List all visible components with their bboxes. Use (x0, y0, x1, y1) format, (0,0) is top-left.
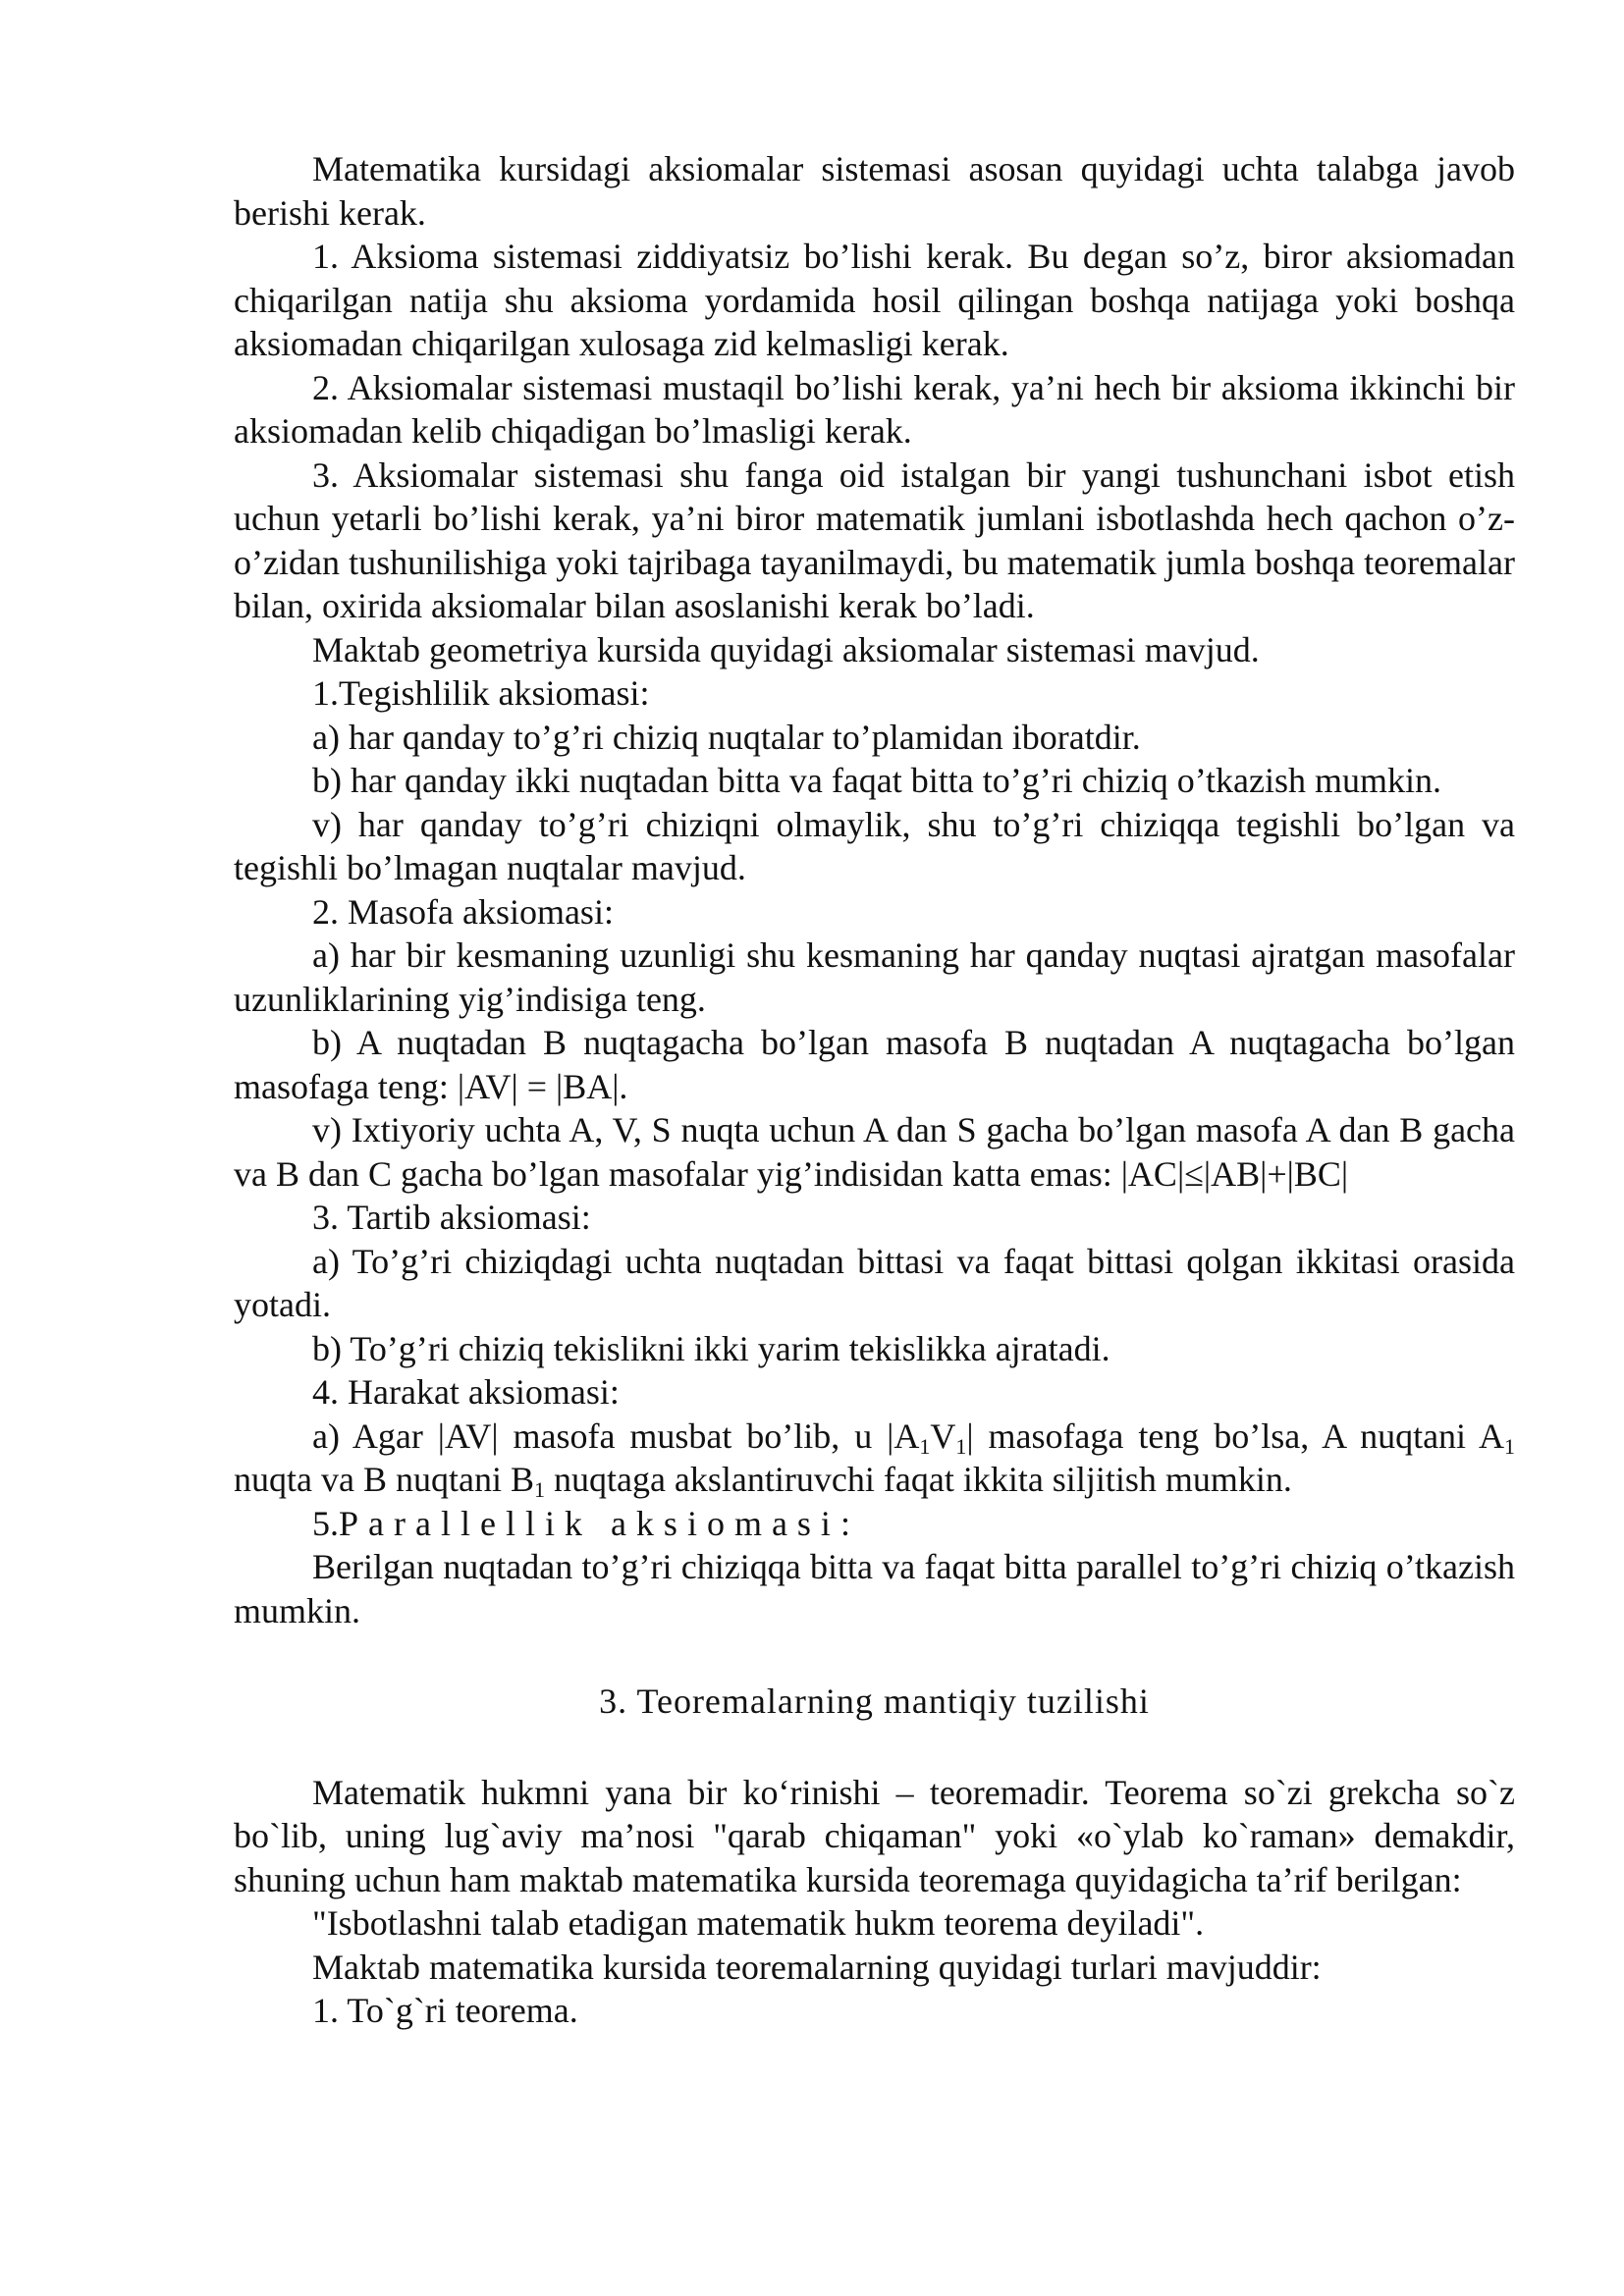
paragraph-axiom-system: Maktab geometriya kursida quyidagi aksiomalar sistemasi mavjud. (312, 629, 1260, 669)
axiom-heading-incidence: 1.Tegishlilik aksiomasi: (312, 673, 650, 713)
paragraph-theorem-intro: Matematik hukmni yana bir ko‘rinishi – teoremadir. Teorema so`zi grekcha so`z bo`lib, uning lug`aviy ma’nosi "qarab chiqaman" yoki «o`ylab ko`raman» demakdir, shuning uchun ham maktab matematika kursida teoremaga quyidagicha ta’rif berilgan: (234, 1772, 1515, 1899)
axiom-heading-motion: 4. Harakat aksiomasi: (312, 1372, 620, 1412)
list-item-direct-theorem: 1. To`g`ri teorema. (312, 1991, 578, 2030)
paragraph-requirement-1: 1. Aksioma sistemasi ziddiyatsiz bo’lishi kerak. Bu degan so’z, biror aksiomadan chiqarilgan natija shu aksioma yordamida hosil qilingan boshqa natijaga yoki boshqa aksiomadan chiqarilgan xulosaga zid kelmasligi kerak. (234, 237, 1515, 363)
axiom-item: b) A nuqtadan B nuqtagacha bo’lgan masofa B nuqtadan A nuqtagacha bo’lgan masofaga teng: |AV| = |BA|. (234, 1023, 1515, 1106)
subscript: 1 (1504, 1433, 1515, 1459)
axiom-heading-parallel (234, 1502, 1515, 1546)
axiom-item-motion (234, 1415, 1515, 1502)
section-heading: 3. Teoremalarning mantiqiy tuzilishi (599, 1682, 1150, 1721)
spaced-heading-text: Parallellik aksiomasi (339, 1503, 840, 1543)
paragraph-theorem-types: Maktab matematika kursida teoremalarning quyidagi turlari mavjuddir: (312, 1947, 1322, 1987)
subscript: 1 (919, 1433, 931, 1459)
axiom-item: a) har bir kesmaning uzunligi shu kesmaning har qanday nuqtasi ajratgan masofalar uzunliklarining yig’indisiga teng. (234, 935, 1515, 1019)
subscript: 1 (533, 1477, 545, 1502)
axiom-item: b) To’g’ri chiziq tekislikni ikki yarim tekislikka ajratadi. (312, 1328, 1110, 1368)
axiom-item: a) To’g’ri chiziqdagi uchta nuqtadan bittasi va faqat bittasi qolgan ikkitasi orasida yotadi. (234, 1241, 1515, 1324)
paragraph-requirement-2: 2. Aksiomalar sistemasi mustaqil bo’lishi kerak, ya’ni hech bir aksioma ikkinchi bir aksiomadan kelib chiqadigan bo’lmasligi kerak. (234, 367, 1515, 451)
heading-colon: : (839, 1503, 850, 1543)
text-run: | masofaga teng bo’lsa, A nuqtani A (966, 1415, 1504, 1456)
axiom-item: v) Ixtiyoriy uchta A, V, S nuqta uchun A dan S gacha bo’lgan masofa A dan B gacha va B dan C gacha bo’lgan masofalar yig’indisidan katta emas: |AC|≤|AB|+|BC| (234, 1110, 1515, 1194)
axiom-item: a) har qanday to’g’ri chiziq nuqtalar to’plamidan iboratdir. (312, 717, 1141, 757)
heading-number: 5. (312, 1503, 339, 1543)
axiom-heading-distance: 2. Masofa aksiomasi: (312, 891, 614, 932)
document-page (234, 147, 1515, 2033)
text-run: nuqta va B nuqtani B (234, 1460, 534, 1499)
subscript: 1 (955, 1433, 967, 1459)
text-run: V (930, 1415, 956, 1456)
paragraph-theorem-definition: "Isbotlashni talab etadigan matematik hukm teorema deyiladi". (312, 1903, 1205, 1943)
axiom-heading-order: 3. Tartib aksiomasi: (312, 1198, 591, 1237)
paragraph-intro: Matematika kursidagi aksiomalar sistemasi asosan quyidagi uchta talabga javob berishi kerak. (234, 149, 1515, 233)
text-run: nuqtaga akslantiruvchi faqat ikkita siljitish mumkin. (544, 1460, 1292, 1499)
axiom-item: b) har qanday ikki nuqtadan bitta va faqat bitta to’g’ri chiziq o’tkazish mumkin. (312, 761, 1442, 800)
axiom-item: v) har qanday to’g’ri chiziqni olmaylik, shu to’g’ri chiziqqa tegishli bo’lgan va tegishli bo’lmagan nuqtalar mavjud. (234, 804, 1515, 887)
axiom-item: Berilgan nuqtadan to’g’ri chiziqqa bitta va faqat bitta parallel to’g’ri chiziq o’tkazish mumkin. (234, 1547, 1515, 1630)
text-run: a) Agar |AV| masofa musbat bo’lib, u |A (312, 1415, 920, 1456)
paragraph-requirement-3: 3. Aksiomalar sistemasi shu fanga oid istalgan bir yangi tushunchani isbot etish uchun yetarli bo’lishi kerak, ya’ni biror matematik jumlani isbotlashda hech qachon o’z-o’zidan tushunilishiga yoki tajribaga tayanilmaydi, bu matematik jumla boshqa teoremalar bilan, oxirida aksiomalar bilan asoslanishi kerak bo’ladi. (234, 454, 1515, 625)
